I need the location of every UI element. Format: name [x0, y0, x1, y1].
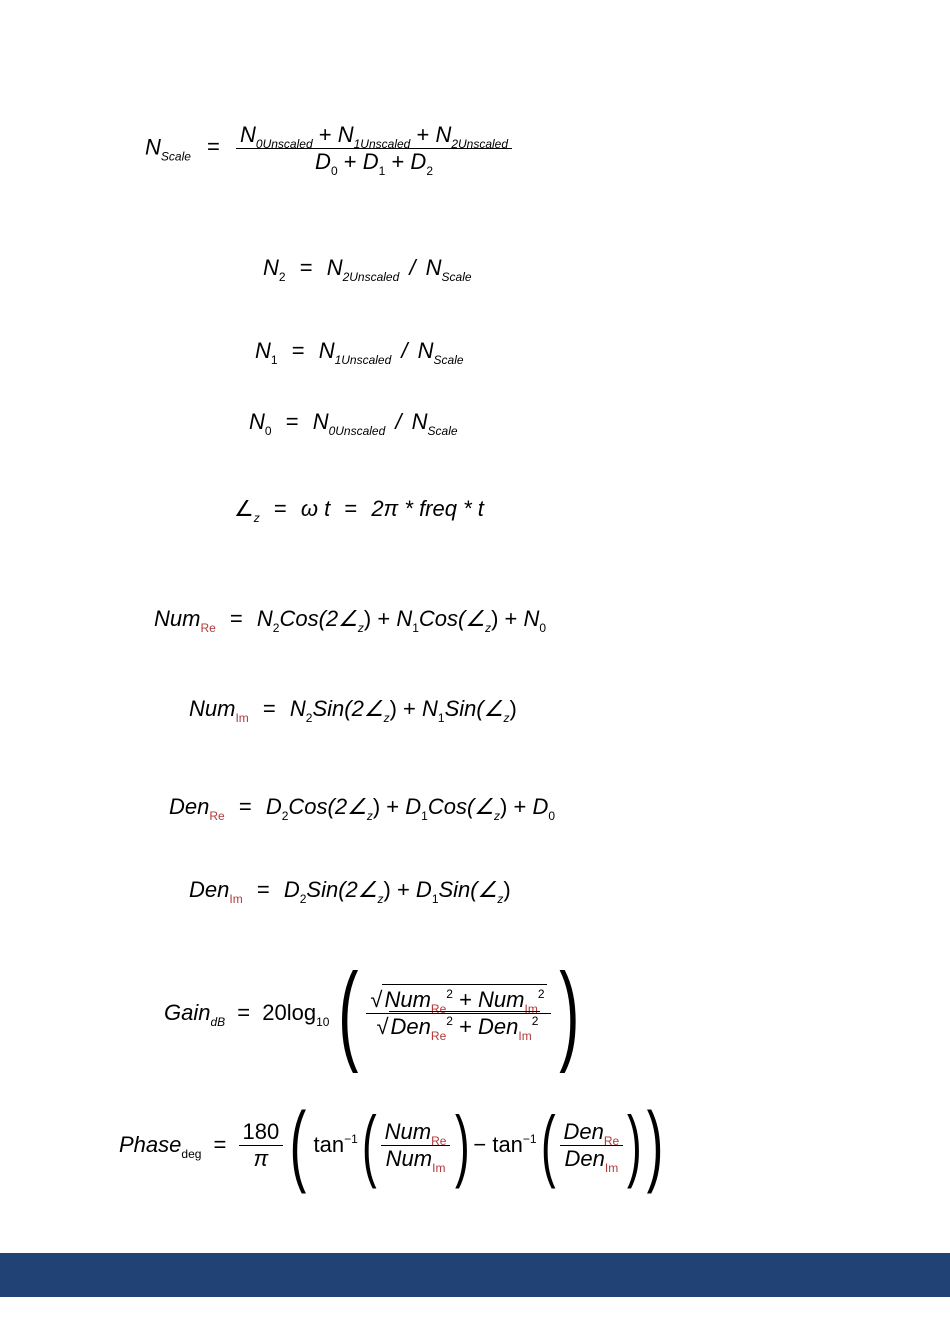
equation-gain [164, 951, 587, 1074]
sub: 1 [270, 353, 278, 367]
sup: −1 [522, 1132, 537, 1146]
plus: + [504, 606, 518, 631]
sub: 0 [330, 164, 338, 178]
fraction [236, 122, 512, 178]
var: N [318, 338, 335, 363]
equals: = [237, 1000, 251, 1025]
sub: z [383, 711, 390, 725]
var: N [396, 606, 413, 631]
var: Gain [164, 1000, 211, 1025]
var: Den [189, 877, 230, 902]
tan: tan [313, 1132, 345, 1157]
sub: 0 [264, 424, 272, 438]
paren: ) [500, 794, 508, 819]
equals: = [207, 134, 220, 160]
fraction-b [560, 1118, 624, 1175]
equals: = [229, 606, 243, 631]
sup: 2 [446, 1013, 453, 1028]
right-paren: ) [627, 1100, 642, 1189]
log: log [286, 1000, 317, 1025]
sub: 2 [272, 621, 280, 635]
right-paren: ) [454, 1100, 470, 1189]
var: D [265, 794, 282, 819]
plus: + [386, 794, 400, 819]
equation-nscale [145, 122, 512, 178]
sub: Re [200, 621, 216, 635]
plus: + [391, 149, 405, 174]
var: Num [384, 986, 431, 1012]
denominator: π [253, 1145, 269, 1171]
sub: dB [210, 1015, 226, 1029]
left-paren: ( [337, 951, 359, 1074]
equals: = [238, 794, 252, 819]
paren: ) [509, 696, 517, 721]
sub: deg [181, 1147, 202, 1161]
func: Cos(2∠ [288, 794, 367, 819]
phase-coef-fraction [239, 1119, 284, 1172]
term: N [337, 122, 354, 147]
term: N [435, 122, 452, 147]
minus: − [473, 1132, 487, 1157]
gain-fraction [366, 986, 550, 1043]
var: N [326, 255, 343, 280]
sub: 1Unscaled [353, 137, 411, 151]
var: Num [385, 1145, 433, 1171]
func: Cos(∠ [418, 606, 486, 631]
sup: 2 [446, 986, 453, 1001]
sub: Re [431, 1133, 447, 1148]
sub: Scale [160, 149, 191, 164]
func: Sin(∠ [438, 877, 498, 902]
plus: + [416, 122, 430, 147]
plus: + [318, 122, 332, 147]
var: N [249, 409, 265, 434]
func: Sin(∠ [444, 696, 504, 721]
var: N [263, 255, 279, 280]
plus: + [396, 877, 410, 902]
equation-n0 [249, 409, 458, 438]
var: D [415, 877, 432, 902]
sub: Scale [441, 270, 472, 284]
sub: Scale [433, 353, 464, 367]
sub: Re [209, 809, 225, 823]
tan2 [492, 1134, 536, 1156]
sub: Im [604, 1160, 619, 1175]
var: Den [478, 1013, 519, 1039]
func: Cos(2∠ [279, 606, 358, 631]
sub: 1 [412, 621, 419, 635]
equals: = [273, 496, 287, 521]
plus: + [513, 794, 527, 819]
sub: Im [229, 892, 243, 906]
sub: Im [518, 1028, 532, 1043]
term: N [240, 122, 256, 147]
divide: / [409, 255, 416, 280]
var: N [256, 606, 273, 631]
func: Sin(2∠ [312, 696, 384, 721]
equation-angle [234, 496, 484, 525]
var: N [523, 606, 540, 631]
equals: = [291, 338, 305, 363]
fraction-a [381, 1118, 451, 1175]
paren: ) [389, 696, 397, 721]
var: D [283, 877, 300, 902]
sub: 0Unscaled [328, 424, 386, 438]
var: Den [169, 794, 210, 819]
plus: + [343, 149, 357, 174]
omega-t: ω t [300, 496, 331, 521]
equation-den-re [169, 794, 556, 823]
sub: Re [603, 1133, 620, 1148]
sub: Im [235, 711, 249, 725]
sub: Re [430, 1001, 447, 1016]
paren: ) [383, 877, 391, 902]
rhs: 2π * freq * t [371, 496, 484, 521]
equation-n1 [255, 338, 464, 367]
sub: z [494, 809, 500, 823]
angle-symbol: ∠ [234, 496, 254, 521]
var: N [411, 409, 428, 434]
plus: + [459, 986, 472, 1012]
right-paren: ) [558, 951, 580, 1074]
func: Cos(∠ [427, 794, 494, 819]
sub: 2 [281, 809, 289, 823]
left-paren: ( [290, 1095, 307, 1195]
divide: / [395, 409, 402, 434]
sub: 1 [431, 892, 439, 906]
var: N [145, 134, 161, 160]
term: D [410, 149, 427, 174]
equation-num-re [154, 606, 547, 635]
sub: z [357, 621, 364, 635]
left-paren: ( [361, 1100, 377, 1189]
term: D [362, 149, 379, 174]
paren: ) [503, 877, 511, 902]
var: D [532, 794, 549, 819]
term: D [315, 149, 331, 174]
right-paren: ) [646, 1095, 664, 1195]
var: Den [390, 1013, 431, 1039]
equation-num-im [189, 696, 517, 725]
var: N [425, 255, 442, 280]
phase-lhs [119, 1132, 232, 1161]
var: N [417, 338, 434, 363]
equals: = [262, 696, 276, 721]
equals: = [285, 409, 299, 434]
denominator [560, 1145, 624, 1175]
var: N [422, 696, 438, 721]
sub: 1 [378, 164, 386, 178]
plus: + [459, 1013, 472, 1039]
sub: Im [432, 1160, 446, 1175]
var: N [312, 409, 329, 434]
sub: 2 [426, 164, 433, 178]
denominator [236, 149, 512, 178]
sub: z [485, 621, 492, 635]
numerator [236, 122, 512, 149]
var: N [255, 338, 271, 363]
var: Num [189, 696, 236, 721]
sub: 2 [278, 270, 286, 284]
tan: tan [492, 1132, 523, 1157]
paren: ) [363, 606, 372, 631]
sub: 10 [316, 1015, 330, 1029]
sub: z [377, 892, 384, 906]
sub: z [497, 892, 504, 906]
equals: = [299, 255, 313, 280]
equation-n2 [263, 255, 472, 284]
var: Den [563, 1118, 604, 1144]
func: Sin(2∠ [306, 877, 378, 902]
sub: 1 [421, 809, 428, 823]
equals: = [256, 877, 270, 902]
sub: 0Unscaled [255, 137, 313, 151]
sup: 2 [537, 986, 545, 1001]
sub: z [253, 511, 260, 525]
divide: / [401, 338, 408, 363]
var: Den [564, 1145, 605, 1171]
sub: 2Unscaled [451, 137, 509, 151]
var: D [405, 794, 422, 819]
plus: + [403, 696, 416, 721]
sub: Scale [427, 424, 458, 438]
equals: = [213, 1132, 227, 1157]
var: N [289, 696, 306, 721]
numerator [560, 1119, 624, 1146]
left-paren: ( [540, 1100, 556, 1189]
tan1 [313, 1134, 357, 1156]
sub: 2 [305, 711, 313, 725]
sub: 1 [437, 711, 445, 725]
denominator: √Den$_{Re}^2$ + Den$_{Im}^2$ [366, 1014, 550, 1040]
numerator [381, 1119, 451, 1146]
equals: = [344, 496, 358, 521]
paren: ) [372, 794, 381, 819]
sub: z [366, 809, 373, 823]
var: Phase [119, 1132, 182, 1157]
denominator [381, 1145, 451, 1175]
var: Num [154, 606, 201, 631]
sub: z [503, 711, 510, 725]
sub: Im [524, 1001, 538, 1016]
footer-bar [0, 1253, 950, 1297]
var: Num [384, 1118, 432, 1144]
var: Num [478, 986, 525, 1012]
sub: Re [430, 1028, 447, 1043]
sub: 0 [539, 621, 547, 635]
numerator: √Num$_{Re}^2$ + Num$_{Im}^2$ [366, 987, 550, 1014]
coef: 20 [262, 1000, 287, 1025]
sub: 0 [548, 809, 556, 823]
sub: 2 [299, 892, 307, 906]
sub: 2Unscaled [342, 270, 400, 284]
paren: ) [491, 606, 499, 631]
sup: 2 [531, 1013, 539, 1028]
sub: 1Unscaled [334, 353, 392, 367]
gain-lhs [164, 1000, 330, 1029]
equation-den-im [189, 877, 511, 906]
equation-phase [119, 1095, 670, 1195]
sup: −1 [344, 1132, 358, 1146]
plus: + [377, 606, 391, 631]
numerator: 180 [239, 1119, 284, 1146]
